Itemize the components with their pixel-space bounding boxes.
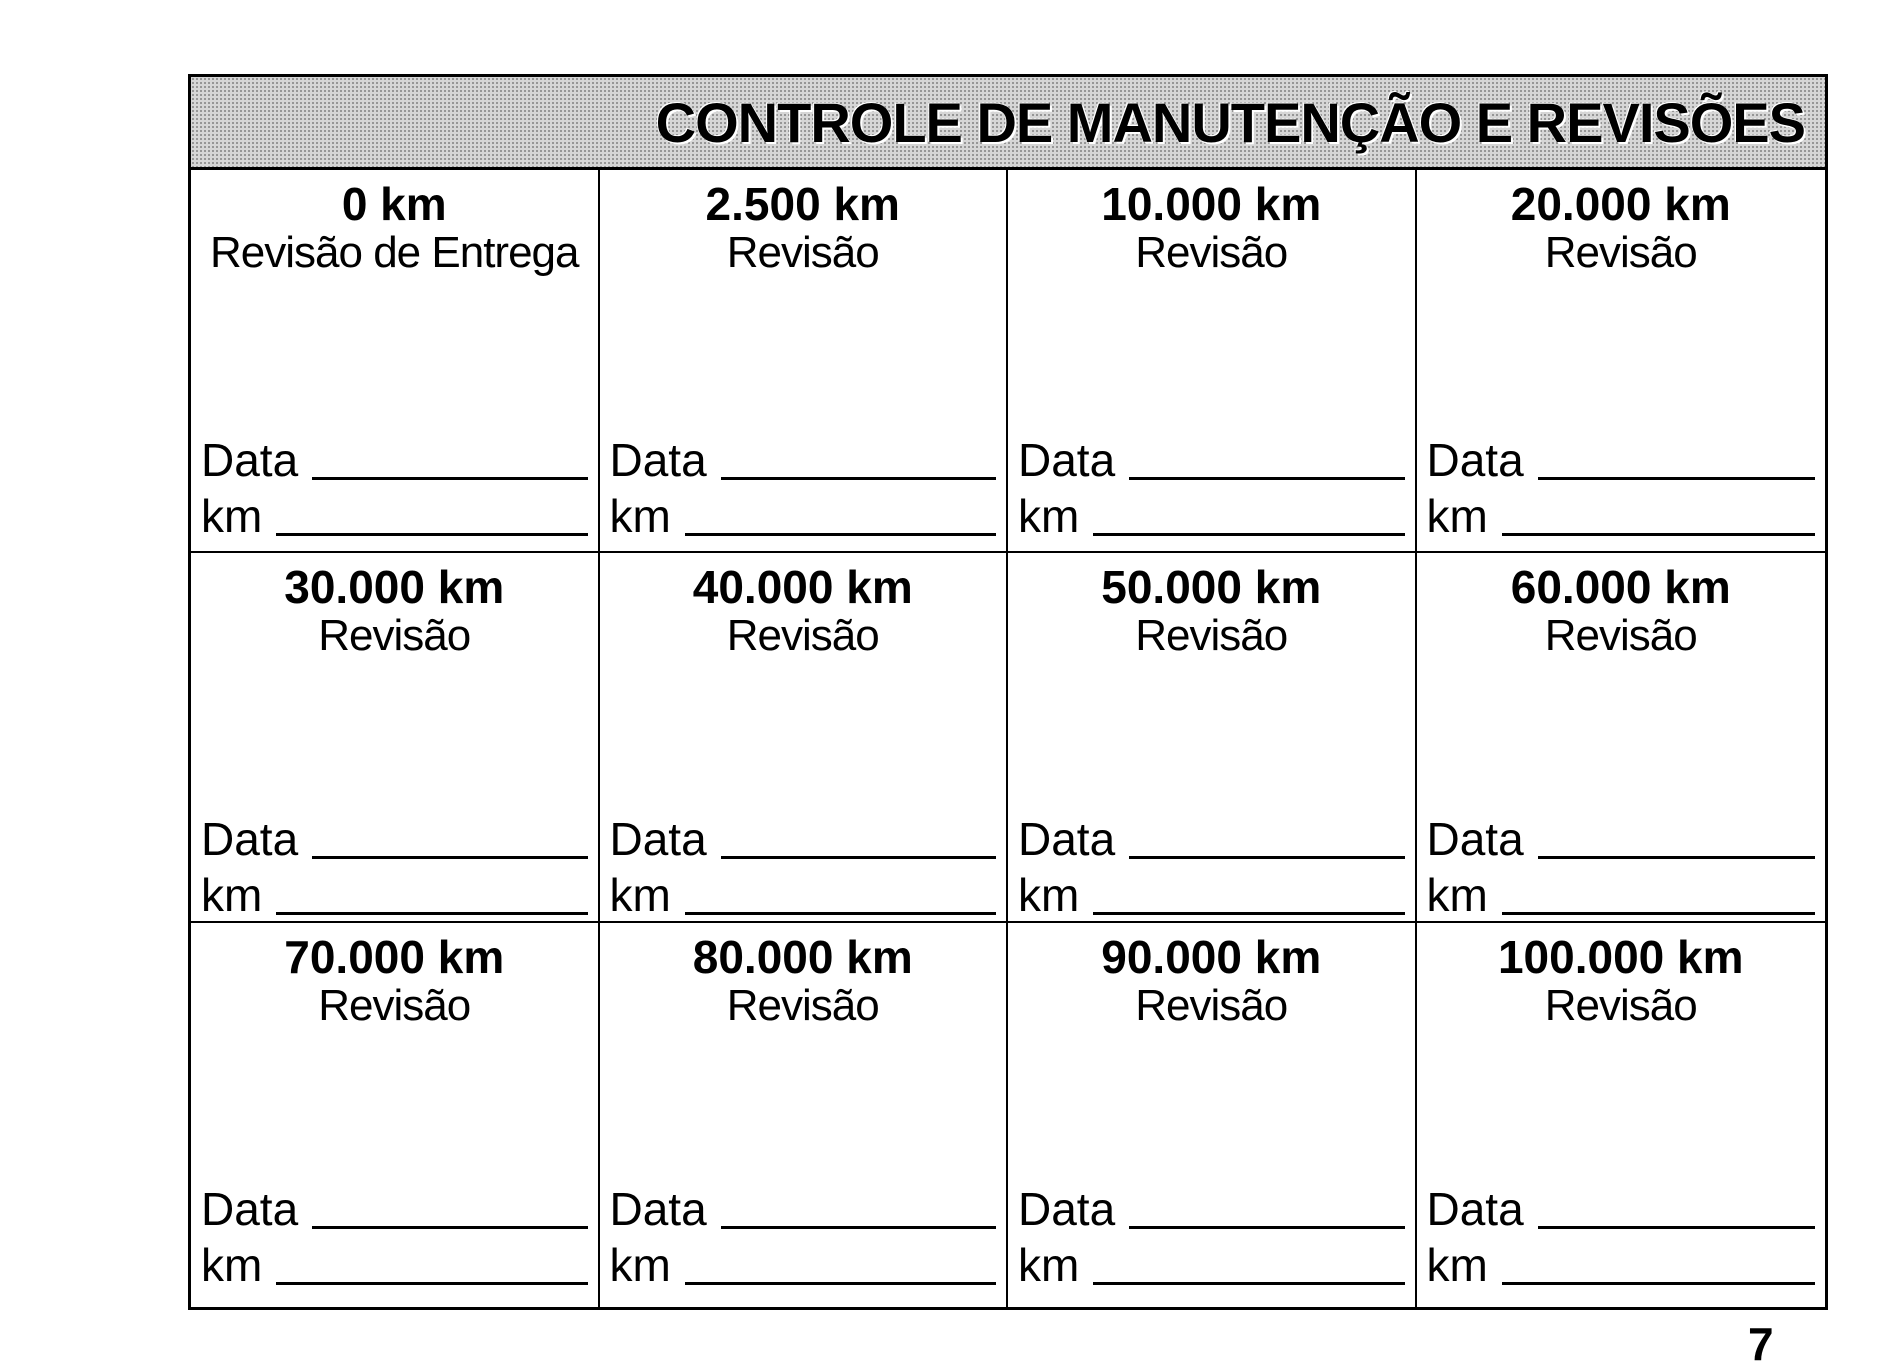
date-blank-line[interactable] [721,1226,996,1229]
km-field [1427,865,1816,921]
revision-km-title: 90.000 km [1101,931,1322,983]
date-blank-line[interactable] [1538,856,1815,859]
revision-grid [191,170,1825,1307]
date-blank-line[interactable] [312,1226,587,1229]
km-label: km [201,490,263,542]
date-field [1427,430,1816,486]
date-field [201,1179,588,1235]
revision-label: Revisão [726,228,879,277]
revision-km-title: 0 km [341,178,447,230]
km-blank-line[interactable] [1093,1282,1404,1285]
km-blank-line[interactable] [1502,912,1815,915]
revision-label: Revisão [1135,228,1288,277]
form-header [191,77,1825,170]
km-label: km [1018,490,1080,542]
date-field [610,809,997,865]
revision-cell [1417,923,1826,1307]
revision-label: Revisão [1544,981,1697,1030]
date-blank-line[interactable] [1538,1226,1815,1229]
date-blank-line[interactable] [312,477,587,480]
km-blank-line[interactable] [685,533,996,536]
date-blank-line[interactable] [721,477,996,480]
revision-km-title: 10.000 km [1101,178,1322,230]
revision-cell [1417,553,1826,923]
revision-cell [191,170,600,553]
km-blank-line[interactable] [1502,533,1815,536]
date-label: Data [1426,434,1524,486]
date-label: Data [1018,813,1116,865]
km-label: km [1426,1239,1488,1291]
km-field [610,1235,997,1291]
revision-label: Revisão [1544,228,1697,277]
km-blank-line[interactable] [685,912,996,915]
revision-cell [191,923,600,1307]
date-blank-line[interactable] [1129,856,1404,859]
revision-cell [1008,170,1417,553]
revision-cell [1008,553,1417,923]
date-field [1427,809,1816,865]
revision-label: Revisão [318,611,471,660]
date-field [1427,1179,1816,1235]
date-label: Data [1426,813,1524,865]
date-field [201,430,588,486]
km-label: km [1018,869,1080,921]
km-field [610,486,997,542]
form-title: CONTROLE DE MANUTENÇÃO E REVISÕES [655,91,1805,154]
revision-label: Revisão de Entrega [210,228,579,277]
page-number: 7 [1748,1318,1774,1370]
km-blank-line[interactable] [276,912,587,915]
date-label: Data [609,813,707,865]
km-field [1018,865,1405,921]
revision-label: Revisão [1135,981,1288,1030]
date-field [1018,430,1405,486]
revision-cell [600,923,1009,1307]
revision-cell [1008,923,1417,1307]
km-blank-line[interactable] [1502,1282,1815,1285]
km-field [1427,1235,1816,1291]
km-blank-line[interactable] [1093,533,1404,536]
km-label: km [609,869,671,921]
maintenance-form [188,74,1828,1310]
km-label: km [201,1239,263,1291]
date-label: Data [1018,434,1116,486]
date-label: Data [1426,1183,1524,1235]
revision-km-title: 20.000 km [1510,178,1731,230]
revision-label: Revisão [726,611,879,660]
date-blank-line[interactable] [1538,477,1815,480]
km-blank-line[interactable] [1093,912,1404,915]
date-blank-line[interactable] [1129,1226,1404,1229]
km-field [1427,486,1816,542]
date-label: Data [201,1183,299,1235]
km-label: km [1426,869,1488,921]
revision-cell [191,553,600,923]
revision-km-title: 60.000 km [1510,561,1731,613]
km-field [610,865,997,921]
km-label: km [201,869,263,921]
revision-km-title: 30.000 km [284,561,505,613]
km-field [201,1235,588,1291]
revision-label: Revisão [726,981,879,1030]
revision-cell [600,170,1009,553]
revision-label: Revisão [1135,611,1288,660]
revision-km-title: 80.000 km [692,931,913,983]
revision-label: Revisão [1544,611,1697,660]
km-label: km [609,1239,671,1291]
km-label: km [1426,490,1488,542]
date-field [1018,809,1405,865]
date-blank-line[interactable] [312,856,587,859]
km-field [1018,1235,1405,1291]
revision-km-title: 100.000 km [1497,931,1744,983]
revision-km-title: 50.000 km [1101,561,1322,613]
km-field [201,486,588,542]
date-label: Data [609,434,707,486]
revision-cell [1417,170,1826,553]
date-field [1018,1179,1405,1235]
revision-km-title: 40.000 km [692,561,913,613]
revision-km-title: 70.000 km [284,931,505,983]
km-field [1018,486,1405,542]
km-label: km [1018,1239,1080,1291]
km-field [201,865,588,921]
km-blank-line[interactable] [276,1282,587,1285]
revision-km-title: 2.500 km [705,178,900,230]
date-label: Data [201,813,299,865]
date-blank-line[interactable] [721,856,996,859]
date-field [610,430,997,486]
date-label: Data [609,1183,707,1235]
date-blank-line[interactable] [1129,477,1404,480]
date-field [201,809,588,865]
date-label: Data [1018,1183,1116,1235]
date-field [610,1179,997,1235]
km-label: km [609,490,671,542]
km-blank-line[interactable] [276,533,587,536]
revision-label: Revisão [318,981,471,1030]
date-label: Data [201,434,299,486]
km-blank-line[interactable] [685,1282,996,1285]
revision-cell [600,553,1009,923]
